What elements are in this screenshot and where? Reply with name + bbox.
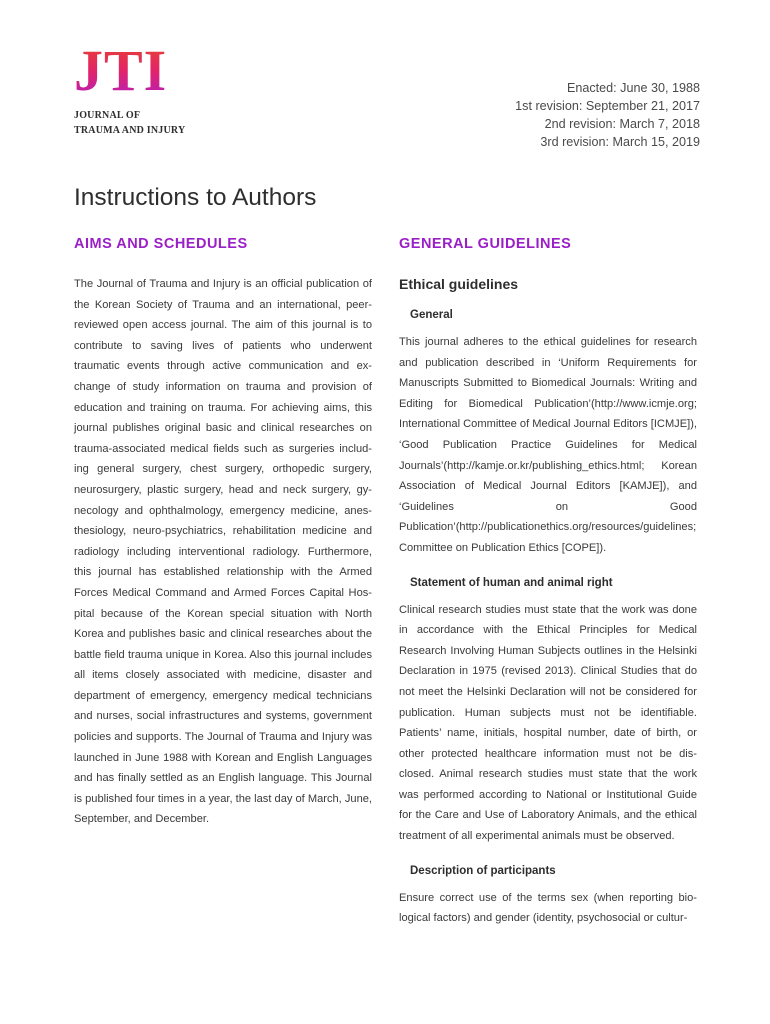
logo-name-line2: TRAUMA AND INJURY [74, 125, 186, 136]
participants-paragraph: Ensure correct use of the terms sex (when reporting biological factors) and gender (identity, psychosocial or cultur- [399, 891, 697, 925]
human-animal-right-paragraph: Clinical research studies must state that the work was done in accordance with the Ethical Principles for Medical Research Involving Human Subjects outlines in the Helsinki Declaration in 1975 (revised 2013). Clinical Studies that do not meet the Helsinki Declaration will not be considered for publication. Human subjects must not be identifiable. Patients’ name, initials, hospital number, date of birth, or other protected healthcare information must not be disclosed. Animal research studies must state that the work was performed according to National or Institutional Guide for the Care and Use of Laboratory Animals, and the ethical treatment of all experimental animals must be observed. [399, 603, 697, 843]
ethical-guidelines-heading: Ethical guidelines [399, 276, 519, 292]
logo-name-line1: JOURNAL OF [74, 110, 141, 121]
general-paragraph: This journal adheres to the ethical guidelines for research and publication described in ‘Uniform Requirements for Manuscripts Submitted to Biomedical Journals: Writing and Editing for Biomedical Publication’(http://www.icmje.org; International Committee of Medical Journal Editors [ICMJE]), ‘Good Publication Practice Guidelines for Medical Journals’(http://kamje.or.kr/publishing_ethics.html; Korean Association of Medical Journal Editors [KAMJE]), and ‘Guidelines on Good Publication’(http://publicationethics.org/resources/guidelines; Committee on Publication Ethics [COPE]). [399, 336, 697, 554]
journal-logo [74, 40, 185, 138]
general-heading: General [410, 309, 453, 321]
right-column [399, 230, 697, 929]
revision-3rd: 3rd revision: March 15, 2019 [540, 135, 700, 149]
human-animal-right-heading: Statement of human and animal right [410, 576, 613, 589]
revision-1st: 1st revision: September 21, 2017 [515, 99, 700, 113]
aims-heading: AIMS AND SCHEDULES [74, 236, 248, 252]
aims-paragraph: The Journal of Trauma and Injury is an official publication of the Korean Society of Trauma and an international, peer-reviewed open access journal. The aim of this journal is to contribute to saving lives of patients who underwent traumatic events through active communication and exchange of study information on trauma and provision of education and training on trauma. For achieving aims, this journal publishes original basic and clinical researches on trauma-associated medical fields such as surgeries including general surgery, chest surgery, orthopedic surgery, neurosurgery, plastic surgery, head and neck surgery, gynecology and ophthalmology, emergency medicine, anesthesiology, neuro-psychiatrics, rehabilitation medicine and radiology including interventional radiology. Furthermore, this journal has established relationship with the Armed Forces Medical Command and Armed Forces Capital Hospital because of the Korean special situation with North Korea and publishes basic and clinical researches about the battle field trauma unique in Korea. Also this journal includes all items closely associated with medicine, disaster and department of emergency, emergency medical technicians and nurses, social infrastructures and systems, government policies and supports. The Journal of Trauma and Injury was launched in June 1988 with Korean and English Languages and has finally settled as an English language. This Journal is published four times in a year, the last day of March, June, September, and December. [74, 278, 372, 826]
participants-heading: Description of participants [410, 864, 556, 877]
logo-mark: JTI [74, 40, 185, 102]
revision-history [515, 79, 700, 151]
left-column [74, 230, 372, 830]
revision-enacted: Enacted: June 30, 1988 [566, 81, 700, 95]
logo-journal-name [74, 108, 185, 138]
revision-2nd: 2nd revision: March 7, 2018 [544, 117, 700, 131]
guidelines-heading: GENERAL GUIDELINES [399, 236, 572, 252]
page-title: Instructions to Authors [74, 184, 317, 212]
